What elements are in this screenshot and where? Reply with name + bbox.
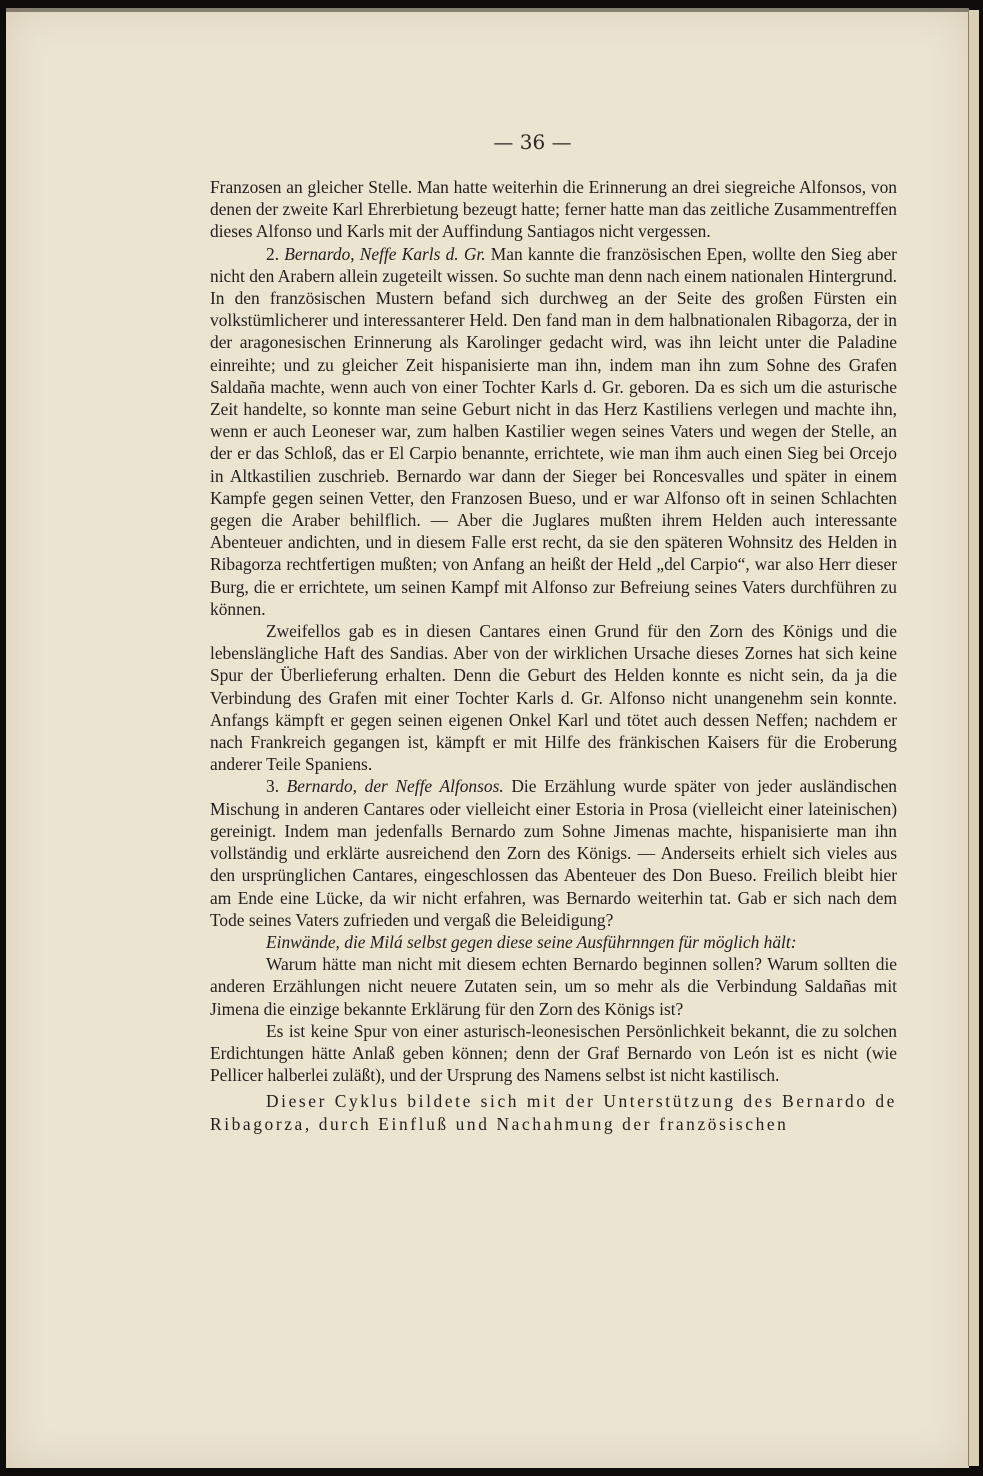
objections-heading: Einwände, die Milá selbst gegen diese seine Ausführnngen für möglich hält:: [266, 931, 797, 952]
section-3-title: Bernardo, der Neffe Alfonsos.: [286, 776, 504, 797]
section-2-title: Bernardo, Neffe Karls d. Gr.: [284, 243, 486, 264]
section-3-text: Die Erzählung wurde später von jeder ausländischen Mischung in anderen Cantares oder vielleicht einer Estoria in Prosa (vielleicht einer lateinischen) gereinigt. Indem man jedenfalls Bernardo zum Sohne Jimenas machte, hispanisierte man ihn vollständig und erklärte ausreichend den Zorn des Königs. — Anderseits erhielt sich vieles aus den ursprünglichen Cantares, eingeschlossen das Abenteuer des Don Bueso. Freilich bleibt hier am Ende eine Lücke, da wir nicht erfahren, was Bernardo weiterhin tat. Gab er sich nach dem Tode seines Vaters zufrieden und vergaß die Beleidigung?: [210, 776, 897, 930]
page-body: [210, 176, 897, 1135]
section-3-label: 3.: [266, 776, 280, 797]
paragraph-8: Dieser Cyklus bildete sich mit der Unterstützung des Bernardo de Ribagorza, durch Einfluß und Nachahmung der französischen: [210, 1091, 897, 1134]
section-2-text: Man kannte die französischen Epen, wollte den Sieg aber nicht den Arabern allein zugeteilt wissen. So suchte man denn nach einem nationalen Hintergrund. In den französischen Mustern befand sich durchweg an der Seite des großen Fürsten ein volkstümlicherer und interessanterer Held. Den fand man in dem halbnationalen Ribagorza, der in der aragonesischen Erinnerung als Karolinger gedacht wird, was ihn leicht unter die Paladine einreihte; und zu gleicher Zeit hispanisierte man ihn, indem man ihn zum Sohne des Grafen Saldaña machte, wenn auch von einer Tochter Karls d. Gr. geboren. Da es sich um die asturische Zeit handelte, so konnte man seine Geburt nicht in das Herz Kastiliens verlegen und machte ihn, wenn er auch Leoneser war, zum halben Kastilier wegen seines Vaters und wegen der Stelle, an der er das Schloß, das er El Carpio benannte, errichtete, wie man ihm auch einen Sieg bei Orcejo in Altkastilien zuschrieb. Bernardo war dann der Sieger bei Roncesvalles und später in einem Kampfe gegen seinen Vetter, den Franzosen Bueso, und er war Alfonso oft in seinen Schlachten gegen die Araber behilflich. — Aber die Juglares mußten ihrem Helden auch interessante Abenteuer andichten, und in diesem Falle erst recht, da sie den späteren Wohnsitz des Helden in Ribagorza rechtfertigen mußten; von Anfang an heißt der Held „del Carpio“, war also Herr dieser Burg, die er errichtete, um seinen Kampf mit Alfonso zur Befreiung seines Vaters durchführen zu können.: [210, 243, 897, 619]
paragraph-3: Zweifellos gab es in diesen Cantares einen Grund für den Zorn des Königs und die lebenslängliche Haft des Sandias. Aber von der wirklichen Ursache dieses Zornes hat sich keine Spur der Überlieferung erhalten. Denn die Geburt des Helden konnte es nicht sein, da ja die Verbindung des Grafen mit einer Tochter Karls d. Gr. Alfonso nicht unangenehm sein konnte. Anfangs kämpft er gegen seinen eigenen Onkel Karl und tötet auch dessen Neffen; nachdem er nach Frankreich gegangen ist, kämpft er mit Hilfe des fränkischen Kaisers für die Eroberung anderer Teile Spaniens.: [210, 621, 897, 775]
paragraph-1: Franzosen an gleicher Stelle. Man hatte weiterhin die Erinnerung an drei siegreiche Alfonsos, von denen der zweite Karl Ehrerbietung bezeugt hatte; ferner hatte man das zeitliche Zusammentreffen dieses Alfonso und Karls mit der Auffindung Santiagos nicht vergessen.: [210, 177, 897, 242]
book-page: [6, 8, 969, 1468]
paragraph-section-2: [210, 243, 897, 620]
section-2-label: 2.: [266, 243, 280, 264]
paragraph-7: Es ist keine Spur von einer asturisch-leonesischen Persönlichkeit bekannt, die zu solchen Erdichtungen hätte Anlaß geben können; denn der Graf Bernardo von León ist es nicht (wie Pellicer halberlei zuläßt), und der Ursprung des Namens selbst ist nicht kastilisch.: [210, 1020, 897, 1086]
page-top-shadow: [6, 8, 969, 12]
paragraph-6: Warum hätte man nicht mit diesem echten Bernardo beginnen sollen? Warum sollten die anderen Erzählungen nicht neuere Zutaten sein, um so mehr als die Verbindung Saldañas mit Jimena die einzige bekannte Erklärung für den Zorn des Königs ist?: [210, 954, 897, 1019]
paragraph-section-3: [210, 775, 897, 930]
page-number: — 36 —: [493, 130, 572, 154]
page-edge: [968, 10, 979, 1466]
